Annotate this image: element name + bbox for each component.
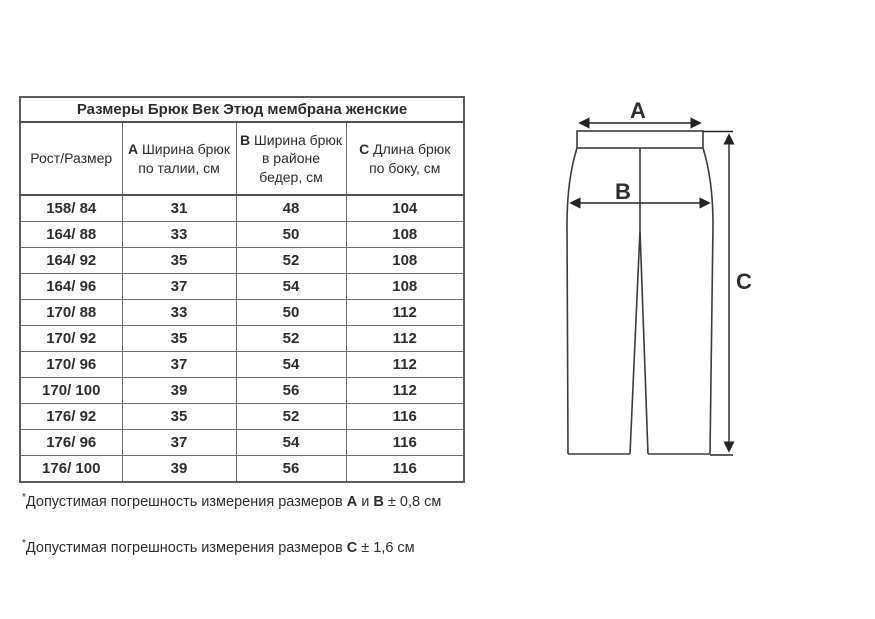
table-cell: 116 <box>346 430 464 456</box>
table-row <box>20 430 464 456</box>
table-cell: 176/ 92 <box>20 404 122 430</box>
footnote-tolerance-c <box>22 538 415 556</box>
table-row <box>20 274 464 300</box>
table-row <box>20 352 464 378</box>
table-cell: 176/ 100 <box>20 456 122 483</box>
table-cell: 56 <box>236 456 346 483</box>
table-row <box>20 378 464 404</box>
table-cell: 108 <box>346 222 464 248</box>
table-cell: 31 <box>122 195 236 222</box>
column-header-size <box>20 122 122 195</box>
table-cell: 170/ 100 <box>20 378 122 404</box>
table-cell: 48 <box>236 195 346 222</box>
table-cell: 52 <box>236 404 346 430</box>
crotch-seam <box>630 148 648 454</box>
pants-outline <box>567 131 713 454</box>
column-letter: A <box>127 141 139 158</box>
label-waist-a: A <box>630 98 646 123</box>
table-title: Размеры Брюк Век Этюд мембрана женские <box>20 97 464 122</box>
footnote-conjunction: и <box>361 493 370 510</box>
waistband <box>577 131 703 148</box>
table-cell: 35 <box>122 404 236 430</box>
table-cell: 112 <box>346 326 464 352</box>
table-row <box>20 326 464 352</box>
table-cell: 116 <box>346 456 464 483</box>
label-hip-b: B <box>615 179 631 204</box>
table-cell: 54 <box>236 274 346 300</box>
footnote-text: Допустимая погрешность измерения размеров <box>25 493 343 510</box>
column-header-label: Ширина брюк в районе бедер, см <box>253 132 343 185</box>
column-header-label: Ширина брюк по талии, см <box>138 141 231 176</box>
table-cell: 37 <box>122 274 236 300</box>
table-cell: 52 <box>236 248 346 274</box>
table-row <box>20 195 464 222</box>
footnote-letter-c: C <box>346 539 358 556</box>
table-cell: 170/ 92 <box>20 326 122 352</box>
table-row <box>20 222 464 248</box>
table-cell: 164/ 96 <box>20 274 122 300</box>
column-letter: C <box>359 141 370 158</box>
label-length-c: C <box>736 269 752 294</box>
table-cell: 116 <box>346 404 464 430</box>
table-cell: 112 <box>346 300 464 326</box>
footnote-text: Допустимая погрешность измерения размеров <box>25 539 343 556</box>
table-cell: 33 <box>122 222 236 248</box>
table-cell: 170/ 96 <box>20 352 122 378</box>
footnote-letter-a: A <box>346 493 358 510</box>
table-cell: 54 <box>236 352 346 378</box>
pants-measurement-diagram <box>550 95 770 470</box>
table-cell: 39 <box>122 456 236 483</box>
footnote-tolerance-ab <box>22 492 441 510</box>
table-row <box>20 456 464 483</box>
left-side-seam <box>567 148 577 454</box>
table-cell: 37 <box>122 352 236 378</box>
table-cell: 37 <box>122 430 236 456</box>
table-cell: 108 <box>346 274 464 300</box>
table-cell: 164/ 88 <box>20 222 122 248</box>
table-cell: 170/ 88 <box>20 300 122 326</box>
right-side-seam <box>703 148 713 454</box>
footnote-tolerance-value: ± 0,8 см <box>387 493 442 510</box>
column-header-hip <box>236 122 346 195</box>
column-header-label: Рост/Размер <box>30 150 113 167</box>
table-header-row <box>20 122 464 195</box>
column-header-waist <box>122 122 236 195</box>
size-table-body <box>20 195 464 482</box>
table-cell: 56 <box>236 378 346 404</box>
table-row <box>20 404 464 430</box>
table-cell: 35 <box>122 326 236 352</box>
table-cell: 50 <box>236 222 346 248</box>
table-cell: 54 <box>236 430 346 456</box>
footnote-asterisk: * <box>22 492 26 503</box>
table-row <box>20 300 464 326</box>
table-cell: 35 <box>122 248 236 274</box>
table-cell: 158/ 84 <box>20 195 122 222</box>
table-cell: 39 <box>122 378 236 404</box>
table-cell: 176/ 96 <box>20 430 122 456</box>
column-header-label: Длина брюк по боку, см <box>369 141 451 176</box>
footnote-tolerance-value: ± 1,6 см <box>361 539 415 556</box>
table-cell: 112 <box>346 352 464 378</box>
size-table <box>19 96 465 483</box>
table-cell: 50 <box>236 300 346 326</box>
table-cell: 112 <box>346 378 464 404</box>
column-letter: B <box>239 132 251 149</box>
footnote-asterisk: * <box>22 538 26 549</box>
table-row <box>20 248 464 274</box>
table-cell: 33 <box>122 300 236 326</box>
table-cell: 108 <box>346 248 464 274</box>
table-cell: 52 <box>236 326 346 352</box>
column-header-length <box>346 122 464 195</box>
table-cell: 104 <box>346 195 464 222</box>
table-title-row <box>20 97 464 122</box>
footnote-letter-b: B <box>373 493 384 510</box>
table-cell: 164/ 92 <box>20 248 122 274</box>
